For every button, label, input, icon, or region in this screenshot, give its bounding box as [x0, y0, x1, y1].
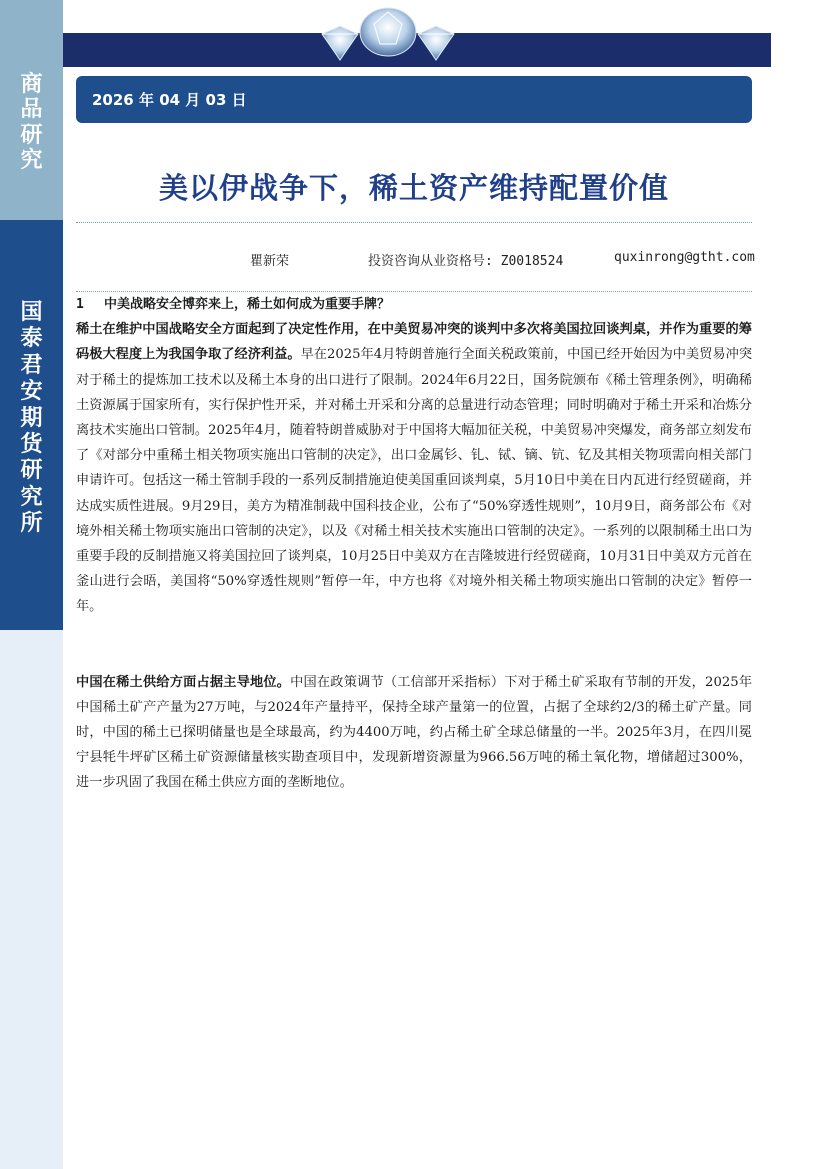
author-email[interactable]: quxinrong@gtht.com [614, 250, 755, 265]
sidebar-label-commodity-research: 商 品 研 究 [20, 72, 43, 173]
sidebar-label-institute: 国 泰 君 安 期 货 研 究 所 [20, 300, 43, 537]
paragraph-2 [76, 670, 752, 796]
author-certificate: 投资咨询从业资格号: Z0018524 [368, 254, 564, 269]
section-heading-text: 中美战略安全博弈来上，稀土如何成为重要手牌？ [104, 297, 391, 312]
left-sidebar [0, 0, 63, 1169]
report-date: 2026 年 04 月 03 日 [92, 91, 247, 109]
diamond-gems-icon [318, 4, 458, 68]
paragraph-2-lead: 中国在稀土供给方面占据主导地位。 [76, 674, 291, 690]
paragraph-2-body: 中国在政策调节（工信部开采指标）下对于稀土矿采取有节制的开发，2025年中国稀土矿产产量为27万吨，与2024年产量持平，保持全球产量第一的位置，占据了全球约2/3的稀土矿产量。同时，中国的稀土已探明储量也是全球最高，约为4400万吨，约占稀土矿全球总储量的一半。2025年3月，在四川冕宁县牦牛坪矿区稀土矿资源储量核实勘查项目中，发现新增资源量为966.56万吨的稀土氧化物，增储超过300%，进一步巩固了我国在稀土供应方面的垄断地位。 [76, 674, 753, 791]
section-heading [76, 292, 752, 317]
report-title: 美以伊战争下，稀土资产维持配置价值 [158, 171, 669, 205]
author-name: 瞿新荣 [250, 254, 290, 269]
title-divider [76, 222, 752, 223]
paragraph-1 [76, 317, 752, 619]
section-number: 1 [76, 297, 84, 312]
paragraph-1-lead: 稀土在维护中国战略安全方面起到了决定性作用，在中美贸易冲突的谈判中多次将美国拉回谈判桌，并作为重要的筹码极大程度上为我国争取了经济利益。 [76, 322, 752, 363]
paragraph-1-body: 早在2025年4月特朗普施行全面关税政策前，中国已经开始因为中美贸易冲突对于稀土的提炼加工技术以及稀土本身的出口进行了限制。2024年6月22日，国务院颁布《稀土管理条例》，明确稀土资源属于国家所有，实行保护性开采，并对稀土开采和分离的总量进行动态管理；同时明确对于稀土开采和冶炼分离技术实施出口管制。2025年4月，随着特朗普威胁对于中国将大幅加征关税，中美贸易冲突爆发，商务部立刻发布了《对部分中重稀土相关物项实施出口管制的决定》，出口金属钐、钆、铽、镝、钪、钇及其相关物项需向相关部门申请许可。包括这一稀土管制手段的一系列反制措施迫使美国重回谈判桌，5月10日中美在日内瓦进行经贸磋商，并达成实质性进展。9月29日，美方为精准制裁中国科技企业，公布了“50%穿透性规则”，10月9日，商务部公布《对境外相关稀土物项实施出口管制的决定》，以及《对稀土相关技术实施出口管制的决定》。一系列的以限制稀土出口为重要手段的反制措施又将美国拉回了谈判桌，10月25日中美双方在吉隆坡进行经贸磋商，10月31日中美双方元首在釜山进行会晤，美国将“50%穿透性规则”暂停一年，中方也将《对境外相关稀土物项实施出口管制的决定》暂停一年。 [76, 347, 753, 615]
date-bar [76, 76, 752, 123]
report-body [76, 292, 752, 796]
